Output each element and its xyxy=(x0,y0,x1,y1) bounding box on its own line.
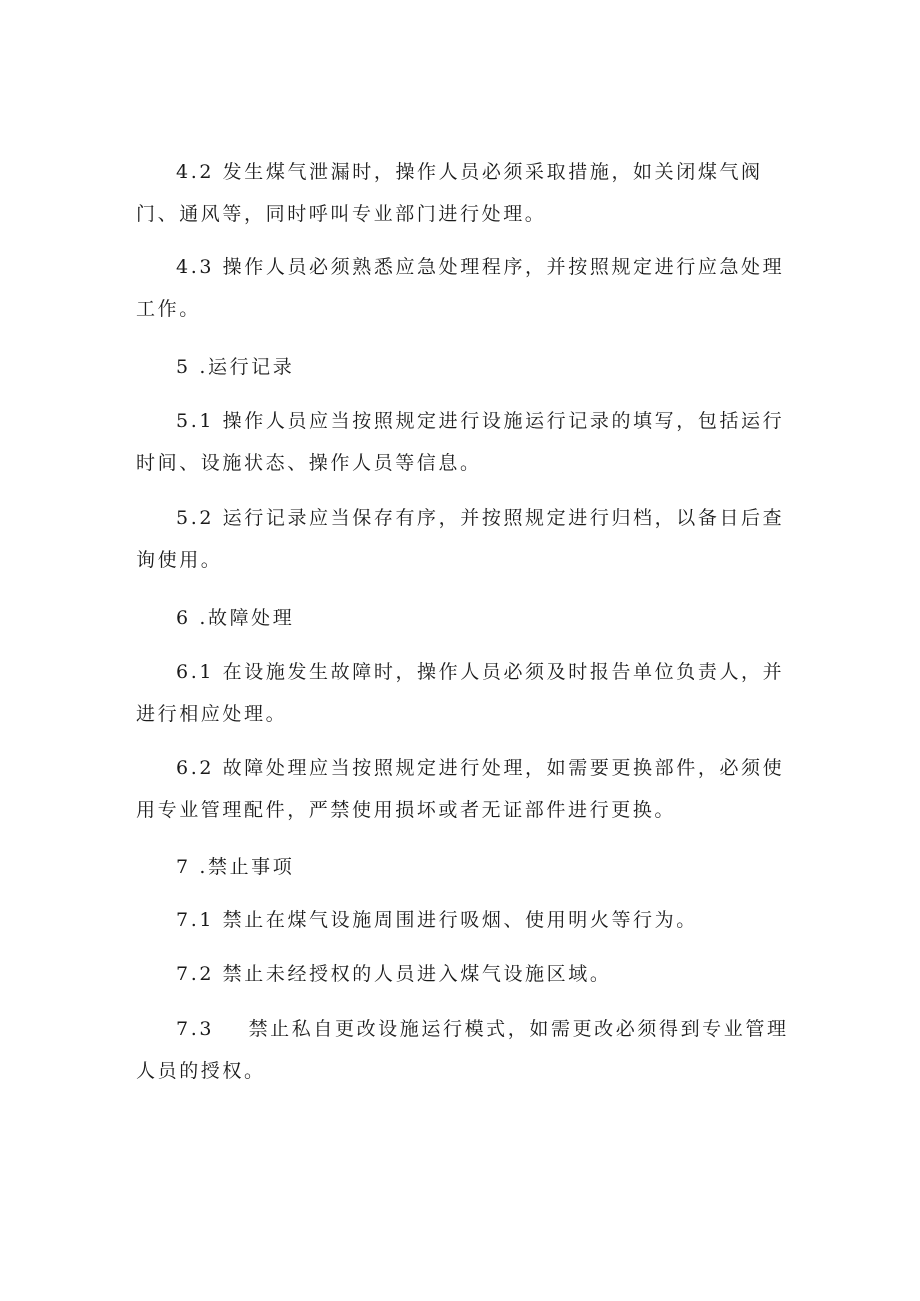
paragraph-4-3: 4.3 操作人员必须熟悉应急处理程序，并按照规定进行应急处理工作。 xyxy=(136,256,785,320)
paragraph-7-2: 7.2 禁止未经授权的人员进入煤气设施区域。 xyxy=(176,963,612,985)
paragraph-6-2: 6.2 故障处理应当按照规定进行处理，如需要更换部件，必须使用专业管理配件，严禁使用损坏或者无证部件进行更换。 xyxy=(136,757,785,821)
paragraph-4-2: 4.2 发生煤气泄漏时，操作人员必须采取措施，如关闭煤气阀门、通风等，同时呼叫专业部门进行处理。 xyxy=(136,161,763,225)
paragraph-5-1: 5.1 操作人员应当按照规定进行设施运行记录的填写，包括运行时间、设施状态、操作人员等信息。 xyxy=(136,410,785,474)
section-heading-5: 5 .运行记录 xyxy=(176,356,295,378)
section-heading-6: 6 .故障处理 xyxy=(176,607,295,629)
paragraph-7-1: 7.1 禁止在煤气设施周围进行吸烟、使用明火等行为。 xyxy=(176,909,698,931)
paragraph-5-2: 5.2 运行记录应当保存有序，并按照规定进行归档，以备日后查询使用。 xyxy=(136,507,785,571)
section-heading-7: 7 .禁止事项 xyxy=(176,856,295,878)
paragraph-6-1: 6.1 在设施发生故障时，操作人员必须及时报告单位负责人，并进行相应处理。 xyxy=(136,661,785,725)
paragraph-7-3: 7.3 禁止私自更改设施运行模式，如需更改必须得到专业管理人员的授权。 xyxy=(136,1018,789,1082)
